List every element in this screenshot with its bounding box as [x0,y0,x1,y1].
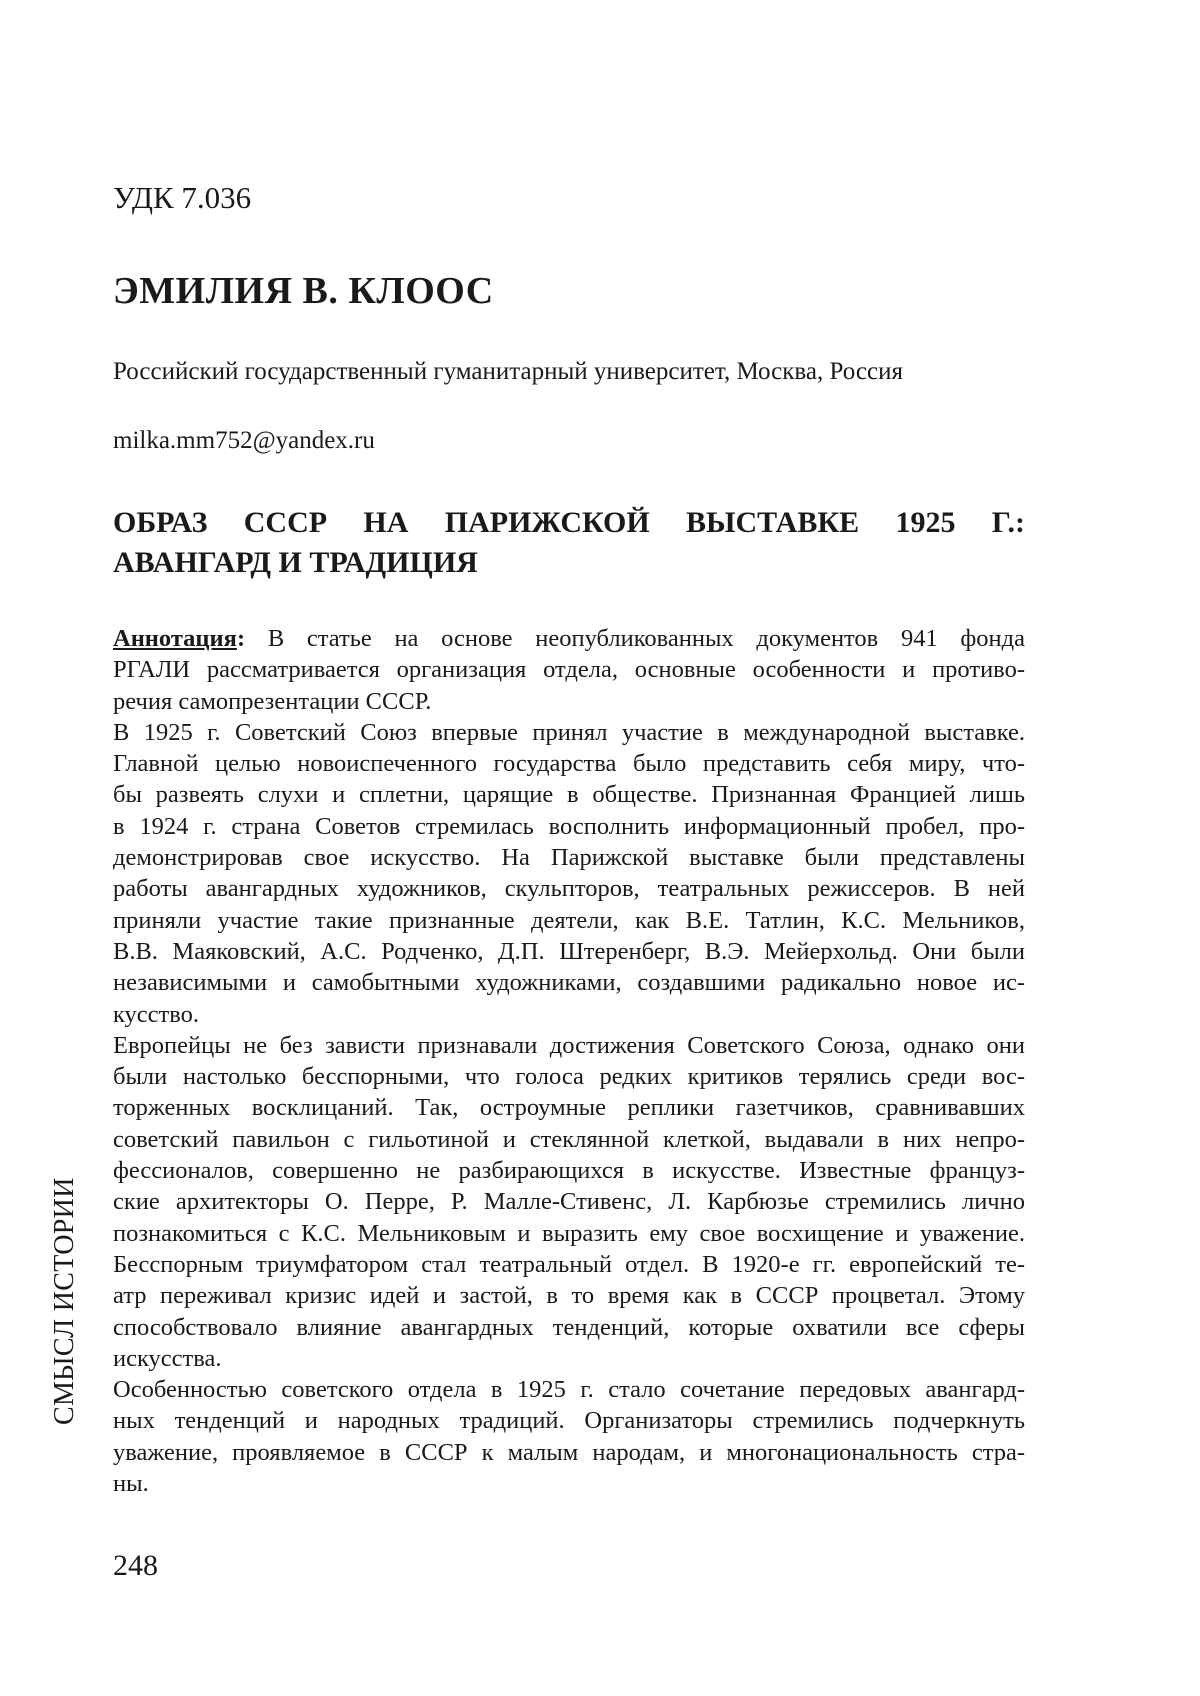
body-line: демонстрировав свое искусство. На Парижской выставке были представлены [113,842,1025,873]
body-line: познакомиться с К.С. Мельниковым и выразить ему свое восхищение и уважение. [113,1218,1025,1249]
body-line: независимыми и самобытными художниками, создавшими радикально новое ис- [113,967,1025,998]
author-affiliation: Российский государственный гуманитарный университет, Москва, Россия [113,355,903,389]
abstract-colon: : [237,625,245,652]
body-line: искусства. [113,1343,1025,1374]
author-name: ЭМИЛИЯ В. КЛООС [113,268,494,314]
article-title-line: ОБРАЗ СССР НА ПАРИЖСКОЙ ВЫСТАВКЕ 1925 Г.: [113,503,1025,543]
body-line: советский павильон с гильотиной и стеклянной клеткой, выдавали в них непро- [113,1124,1025,1155]
body-line: В 1925 г. Советский Союз впервые принял участие в международной выставке. [113,717,1025,748]
body-line: кусство. [113,999,1025,1030]
body-line: ны. [113,1468,1025,1499]
body-line: Особенностью советского отдела в 1925 г. стало сочетание передовых авангард- [113,1374,1025,1405]
article-title-line: АВАНГАРД И ТРАДИЦИЯ [113,543,1025,583]
body-line [113,623,1025,654]
body-line: уважение, проявляемое в СССР к малым народам, и многонациональность стра- [113,1437,1025,1468]
body-line: в 1924 г. страна Советов стремилась восполнить информационный пробел, про- [113,811,1025,842]
body-line: фессионалов, совершенно не разбирающихся в искусстве. Известные францyз- [113,1155,1025,1186]
document-page [0,0,1200,1696]
body-line: бы развеять слухи и сплетни, царящие в обществе. Признанная Францией лишь [113,779,1025,810]
body-line: работы авангардных художников, скульпторов, театральных режиссеров. В ней [113,873,1025,904]
body-line: торженных восклицаний. Так, остроумные реплики газетчиков, сравнивавших [113,1092,1025,1123]
body-line: РГАЛИ рассматривается организация отдела, основные особенности и противо- [113,654,1025,685]
article-body [113,623,1025,1499]
abstract-label: Аннотация [113,625,237,652]
body-line: Бесспорным триумфатором стал театральный отдел. В 1920-е гг. европейский те- [113,1249,1025,1280]
body-line: В.В. Маяковский, А.С. Родченко, Д.П. Штеренберг, В.Э. Мейерхольд. Они были [113,936,1025,967]
journal-name-sidebar: СМЫСЛ ИСТОРИИ [48,1177,82,1425]
udk-code: УДК 7.036 [113,178,251,218]
page-number: 248 [113,1547,158,1585]
body-line: были настолько бесспорными, что голоса редких критиков терялись среди вос- [113,1061,1025,1092]
body-line: ские архитекторы О. Перре, Р. Малле-Стивенс, Л. Карбюзье стремились лично [113,1186,1025,1217]
body-line: ных тенденций и народных традиций. Организаторы стремились подчеркнуть [113,1405,1025,1436]
body-line-text: В статье на основе неопубликованных документов 941 фонда [245,625,1025,652]
body-line: Главной целью новоиспеченного государства было представить себя миру, что- [113,748,1025,779]
body-line: способствовало влияние авангардных тенденций, которые охватили все сферы [113,1312,1025,1343]
body-line: атр переживал кризис идей и застой, в то время как в СССР процветал. Этому [113,1280,1025,1311]
body-line: приняли участие такие признанные деятели, как В.Е. Татлин, К.С. Мельников, [113,905,1025,936]
body-line: речия самопрезентации СССР. [113,686,1025,717]
author-email: milka.mm752@yandex.ru [113,424,375,458]
body-line: Европейцы не без зависти признавали достижения Советского Союза, однако они [113,1030,1025,1061]
article-title [113,503,1025,583]
